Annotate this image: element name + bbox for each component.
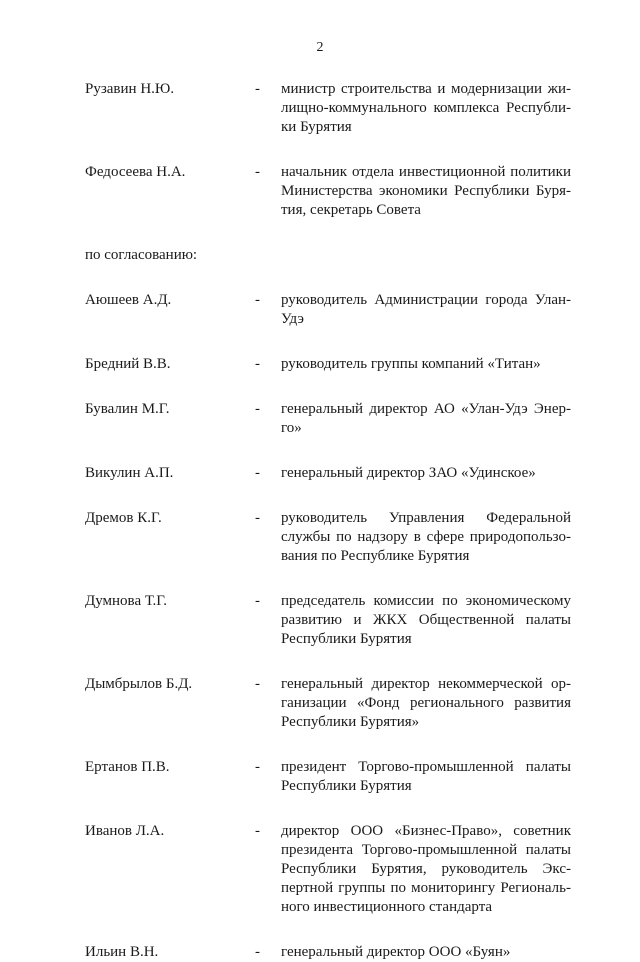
separator-dash: - [255, 292, 260, 308]
list-item [85, 400, 577, 438]
section-label: по согласованию: [85, 247, 198, 263]
list-item [85, 675, 577, 732]
member-role [281, 400, 571, 438]
list-item [85, 943, 577, 962]
role-line: председатель комиссии по экономическому [281, 593, 571, 609]
role-line: службы по надзору в сфере природопользо- [281, 529, 571, 545]
list-item [85, 80, 577, 137]
role-line: развитию и ЖКХ Общественной палаты [281, 612, 571, 628]
role-line: Республики Бурятия» [281, 714, 420, 730]
separator-dash: - [255, 81, 260, 97]
member-name: Ильин В.Н. [85, 944, 159, 960]
separator-dash: - [255, 759, 260, 775]
role-line: генеральный директор ООО «Буян» [281, 944, 511, 960]
role-line: Республики Бурятия, руководитель Экс- [281, 861, 571, 877]
role-line: генеральный директор ЗАО «Удинское» [281, 465, 536, 481]
member-role [281, 291, 571, 329]
member-role [281, 509, 571, 566]
list-item [85, 163, 577, 220]
list-item [85, 355, 577, 374]
member-name: Бувалин М.Г. [85, 401, 170, 417]
separator-dash: - [255, 401, 260, 417]
list-item [85, 592, 577, 649]
role-line: руководитель Администрации города Улан- [281, 292, 571, 308]
list-item [85, 464, 577, 483]
member-role [281, 355, 571, 374]
role-line: директор ООО «Бизнес-Право», советник [281, 823, 571, 839]
role-line: го» [281, 420, 302, 436]
member-role [281, 163, 571, 220]
page-number: 2 [316, 40, 324, 55]
role-line: Республики Бурятия [281, 631, 412, 647]
role-line: вания по Республике Бурятия [281, 548, 470, 564]
list-item [85, 758, 577, 796]
role-line: тия, секретарь Совета [281, 202, 421, 218]
role-line: ки Бурятия [281, 119, 352, 135]
role-line: президент Торгово-промышленной палаты [281, 759, 571, 775]
role-line: руководитель Управления Федеральной [281, 510, 571, 526]
member-name: Дремов К.Г. [85, 510, 162, 526]
member-name: Иванов Л.А. [85, 823, 165, 839]
role-line: руководитель группы компаний «Титан» [281, 356, 541, 372]
separator-dash: - [255, 510, 260, 526]
role-line: президента Торгово-промышленной палаты [281, 842, 571, 858]
role-line: генеральный директор АО «Улан-Удэ Энер- [281, 401, 571, 417]
member-name: Федосеева Н.А. [85, 164, 186, 180]
separator-dash: - [255, 944, 260, 960]
separator-dash: - [255, 593, 260, 609]
member-role [281, 758, 571, 796]
role-line: Республики Бурятия [281, 778, 412, 794]
member-role [281, 943, 571, 962]
role-line: пертной группы по мониторингу Региональ- [281, 880, 571, 896]
role-line: генеральный директор некоммерческой ор- [281, 676, 571, 692]
member-role [281, 675, 571, 732]
role-line: Министерства экономики Республики Буря- [281, 183, 571, 199]
member-name: Ертанов П.В. [85, 759, 170, 775]
role-line: ганизации «Фонд регионального развития [281, 695, 571, 711]
role-line: ного инвестиционного стандарта [281, 899, 493, 915]
role-line: Удэ [281, 311, 304, 327]
member-role [281, 822, 571, 917]
separator-dash: - [255, 465, 260, 481]
member-role [281, 592, 571, 649]
member-name: Бредний В.В. [85, 356, 171, 372]
member-role [281, 464, 571, 483]
role-line: лищно-коммунального комплекса Республи- [281, 100, 571, 116]
list-item [85, 291, 577, 329]
member-name: Рузавин Н.Ю. [85, 81, 175, 97]
member-list [85, 80, 577, 962]
member-role [281, 80, 571, 137]
role-line: министр строительства и модернизации жи- [281, 81, 571, 97]
list-item [85, 509, 577, 566]
separator-dash: - [255, 823, 260, 839]
role-line: начальник отдела инвестиционной политики [281, 164, 571, 180]
member-name: Дымбрылов Б.Д. [85, 676, 193, 692]
member-name: Аюшеев А.Д. [85, 292, 172, 308]
member-name: Думнова Т.Г. [85, 593, 167, 609]
member-name: Викулин А.П. [85, 465, 174, 481]
separator-dash: - [255, 164, 260, 180]
separator-dash: - [255, 356, 260, 372]
separator-dash: - [255, 676, 260, 692]
list-item [85, 822, 577, 917]
